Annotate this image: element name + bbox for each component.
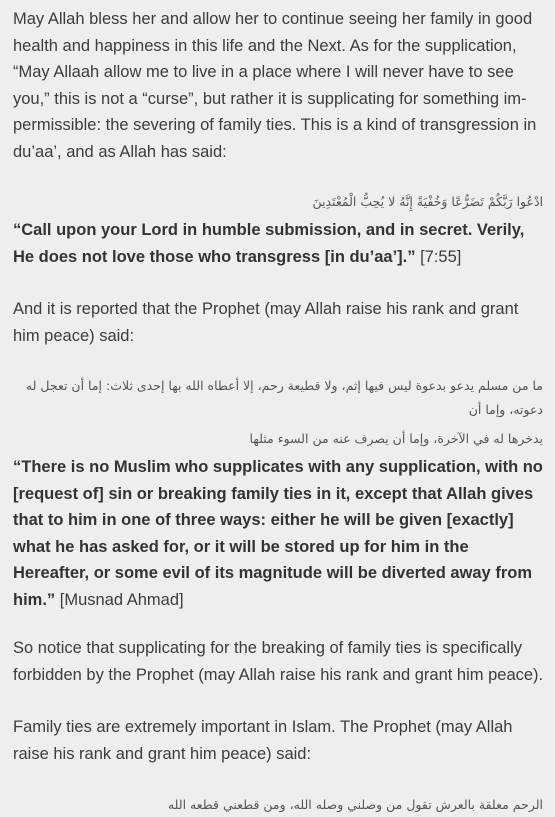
arabic-hadith-line-2: دعوته، وإما أن [468,402,543,417]
intro-paragraph: May Allah bless her and allow her to continue seeing her family in good health and happiness in this life and the Next. As for the supplication, “May Allaah allow me to live in a place where I will never have to see you,” this is not a “curse”, but rather it is supplicating for something im- permissible: the severing of family ties. This is a kind of transgression in du’aa’, and as Allah has said: [13,10,537,161]
verse-translation-text: “Call upon your Lord in humble submission, and in secret. Verily, He does not love those who transgress [in du’aa’].” [13,221,525,266]
hadith-translation [13,454,549,613]
family-ties-paragraph: Family ties are extremely important in Islam. The Prophet (may Allah raise his rank and grant him peace) said: [13,718,513,763]
arabic-hadith-rahm: الرحم معلقة بالعرش تقول من وصلني وصله الله، ومن قطعني قطعه الله [167,797,543,812]
verse-translation [13,217,549,270]
hadith-reference: [Musnad Ahmad] [55,590,184,609]
verse-reference: [7:55] [415,247,462,266]
arabic-verse: ادْعُوا رَبَّكُمْ تَضَرُّعًا وَخُفْيَةً إِنَّهُ لا يُحِبُّ الْمُعْتَدِينَ [312,194,543,209]
arabic-hadith-line-3: يدخرها له في الآخرة، وإما أن يصرف عنه من السوء مثلها [249,431,543,446]
hadith-intro-paragraph: And it is reported that the Prophet (may Allah raise his rank and grant him peace) said: [13,300,519,345]
notice-paragraph: So notice that supplicating for the breaking of family ties is specifically forbidden by the Prophet (may Allah raise his rank and grant him peace). [13,639,544,684]
hadith-translation-text: “There is no Muslim who supplicates with any supplication, with no [request of] sin or breaking family ties in it, except that Allah gives that to him in one of three ways: either he will be given [exactly] what he has asked for, or it will be stored up for him in the Hereafter, or some evil of its magnitude will be diverted away from him.” [13,458,543,609]
arabic-hadith-line-1: ما من مسلم يدعو بدعوة ليس فيها إثم، ولا قطيعة رحم، إلا أعطاه الله بها إحدى ثلاث: إما أن تعجل له [25,378,543,393]
